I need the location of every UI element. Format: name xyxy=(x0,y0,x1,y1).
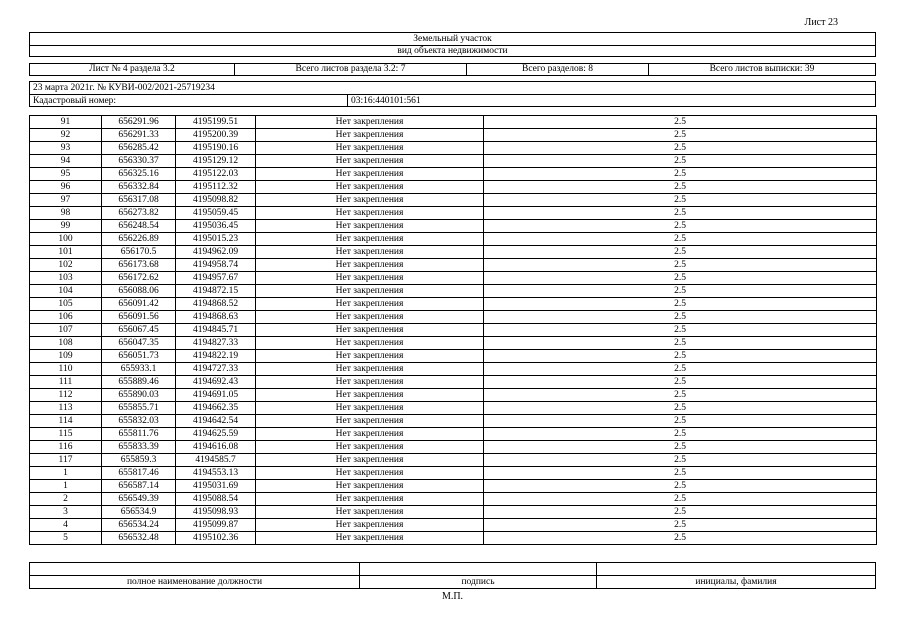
cadastral-number-value: 03:16:440101:561 xyxy=(351,96,421,106)
x-coordinate-cell: 656317.08 xyxy=(102,194,176,207)
point-number-cell: 93 xyxy=(30,142,102,155)
signature-cell xyxy=(360,563,597,588)
object-type-header xyxy=(29,32,876,57)
accuracy-cell: 2.5 xyxy=(484,324,877,337)
table-row xyxy=(30,181,877,194)
signature-caption: подпись xyxy=(360,575,596,588)
signature-block xyxy=(29,562,876,589)
y-coordinate-cell: 4194553.13 xyxy=(176,467,256,480)
fixation-cell: Нет закрепления xyxy=(256,428,484,441)
accuracy-cell: 2.5 xyxy=(484,389,877,402)
table-row xyxy=(30,506,877,519)
accuracy-cell: 2.5 xyxy=(484,402,877,415)
y-coordinate-cell: 4195190.16 xyxy=(176,142,256,155)
y-coordinate-cell: 4194958.74 xyxy=(176,259,256,272)
point-number-cell: 95 xyxy=(30,168,102,181)
y-coordinate-cell: 4194585.7 xyxy=(176,454,256,467)
point-number-cell: 97 xyxy=(30,194,102,207)
x-coordinate-cell: 656273.82 xyxy=(102,207,176,220)
y-coordinate-cell: 4195099.87 xyxy=(176,519,256,532)
accuracy-cell: 2.5 xyxy=(484,519,877,532)
fixation-cell: Нет закрепления xyxy=(256,311,484,324)
y-coordinate-cell: 4194822.19 xyxy=(176,350,256,363)
x-coordinate-cell: 656091.56 xyxy=(102,311,176,324)
fixation-cell: Нет закрепления xyxy=(256,532,484,545)
point-number-cell: 110 xyxy=(30,363,102,376)
accuracy-cell: 2.5 xyxy=(484,454,877,467)
fixation-cell: Нет закрепления xyxy=(256,324,484,337)
sheet-info-row xyxy=(29,63,876,76)
fixation-cell: Нет закрепления xyxy=(256,220,484,233)
x-coordinate-cell: 655933.1 xyxy=(102,363,176,376)
point-number-cell: 96 xyxy=(30,181,102,194)
accuracy-cell: 2.5 xyxy=(484,506,877,519)
accuracy-cell: 2.5 xyxy=(484,129,877,142)
table-row xyxy=(30,194,877,207)
x-coordinate-cell: 656291.33 xyxy=(102,129,176,142)
total-extract-sheets: Всего листов выписки: 39 xyxy=(709,64,815,74)
fixation-cell: Нет закрепления xyxy=(256,155,484,168)
boundary-points-body xyxy=(30,116,877,545)
table-row xyxy=(30,337,877,350)
table-row xyxy=(30,428,877,441)
accuracy-cell: 2.5 xyxy=(484,142,877,155)
x-coordinate-cell: 656173.68 xyxy=(102,259,176,272)
table-row xyxy=(30,285,877,298)
fixation-cell: Нет закрепления xyxy=(256,467,484,480)
y-coordinate-cell: 4195036.45 xyxy=(176,220,256,233)
table-row xyxy=(30,532,877,545)
point-number-cell: 101 xyxy=(30,246,102,259)
x-coordinate-cell: 655832.03 xyxy=(102,415,176,428)
y-coordinate-cell: 4194868.63 xyxy=(176,311,256,324)
seal-mark: М.П. xyxy=(441,591,464,602)
table-row xyxy=(30,220,877,233)
point-number-cell: 102 xyxy=(30,259,102,272)
x-coordinate-cell: 656332.84 xyxy=(102,181,176,194)
point-number-cell: 103 xyxy=(30,272,102,285)
y-coordinate-cell: 4195112.32 xyxy=(176,181,256,194)
y-coordinate-cell: 4194642.54 xyxy=(176,415,256,428)
y-coordinate-cell: 4194691.05 xyxy=(176,389,256,402)
point-number-cell: 111 xyxy=(30,376,102,389)
point-number-cell: 108 xyxy=(30,337,102,350)
x-coordinate-cell: 655833.39 xyxy=(102,441,176,454)
cadastral-number-label: Кадастровый номер: xyxy=(30,95,348,107)
accuracy-cell: 2.5 xyxy=(484,246,877,259)
point-number-cell: 94 xyxy=(30,155,102,168)
x-coordinate-cell: 656325.16 xyxy=(102,168,176,181)
sheet-in-section: Лист № 4 раздела 3.2 xyxy=(30,64,235,75)
accuracy-cell: 2.5 xyxy=(484,311,877,324)
y-coordinate-cell: 4194827.33 xyxy=(176,337,256,350)
x-coordinate-cell: 656047.35 xyxy=(102,337,176,350)
accuracy-cell: 2.5 xyxy=(484,376,877,389)
name-cell xyxy=(597,563,875,588)
table-row xyxy=(30,402,877,415)
x-coordinate-cell: 655859.3 xyxy=(102,454,176,467)
fixation-cell: Нет закрепления xyxy=(256,233,484,246)
fixation-cell: Нет закрепления xyxy=(256,480,484,493)
accuracy-cell: 2.5 xyxy=(484,480,877,493)
table-row xyxy=(30,259,877,272)
y-coordinate-cell: 4194692.43 xyxy=(176,376,256,389)
table-row xyxy=(30,324,877,337)
total-sections: Всего разделов: 8 xyxy=(467,64,649,75)
point-number-cell: 98 xyxy=(30,207,102,220)
table-row xyxy=(30,246,877,259)
x-coordinate-cell: 656172.62 xyxy=(102,272,176,285)
x-coordinate-cell: 656170.5 xyxy=(102,246,176,259)
fixation-cell: Нет закрепления xyxy=(256,272,484,285)
accuracy-cell: 2.5 xyxy=(484,415,877,428)
point-number-cell: 105 xyxy=(30,298,102,311)
y-coordinate-cell: 4195059.45 xyxy=(176,207,256,220)
table-row xyxy=(30,298,877,311)
point-number-cell: 91 xyxy=(30,116,102,129)
table-row xyxy=(30,467,877,480)
x-coordinate-cell: 656549.39 xyxy=(102,493,176,506)
fixation-cell: Нет закрепления xyxy=(256,116,484,129)
point-number-cell: 115 xyxy=(30,428,102,441)
y-coordinate-cell: 4195102.36 xyxy=(176,532,256,545)
fixation-cell: Нет закрепления xyxy=(256,142,484,155)
fixation-cell: Нет закрепления xyxy=(256,415,484,428)
table-row xyxy=(30,441,877,454)
sheet-label: Лист 23 xyxy=(804,17,838,28)
point-number-cell: 100 xyxy=(30,233,102,246)
point-number-cell: 117 xyxy=(30,454,102,467)
x-coordinate-cell: 655817.46 xyxy=(102,467,176,480)
accuracy-cell: 2.5 xyxy=(484,155,877,168)
x-coordinate-cell: 656291.96 xyxy=(102,116,176,129)
fixation-cell: Нет закрепления xyxy=(256,129,484,142)
point-number-cell: 4 xyxy=(30,519,102,532)
fixation-cell: Нет закрепления xyxy=(256,337,484,350)
table-row xyxy=(30,233,877,246)
accuracy-cell: 2.5 xyxy=(484,363,877,376)
point-number-cell: 113 xyxy=(30,402,102,415)
position-caption: полное наименование должности xyxy=(30,575,359,588)
name-caption: инициалы, фамилия xyxy=(597,575,875,588)
y-coordinate-cell: 4194616.08 xyxy=(176,441,256,454)
accuracy-cell: 2.5 xyxy=(484,233,877,246)
point-number-cell: 2 xyxy=(30,493,102,506)
object-type-title: Земельный участок xyxy=(30,33,875,46)
accuracy-cell: 2.5 xyxy=(484,337,877,350)
fixation-cell: Нет закрепления xyxy=(256,207,484,220)
table-row xyxy=(30,311,877,324)
x-coordinate-cell: 656285.42 xyxy=(102,142,176,155)
table-row xyxy=(30,116,877,129)
y-coordinate-cell: 4194962.09 xyxy=(176,246,256,259)
point-number-cell: 1 xyxy=(30,480,102,493)
fixation-cell: Нет закрепления xyxy=(256,441,484,454)
point-number-cell: 106 xyxy=(30,311,102,324)
fixation-cell: Нет закрепления xyxy=(256,493,484,506)
fixation-cell: Нет закрепления xyxy=(256,168,484,181)
x-coordinate-cell: 655811.76 xyxy=(102,428,176,441)
accuracy-cell: 2.5 xyxy=(484,181,877,194)
extract-date-number: 23 марта 2021г. № КУВИ-002/2021-25719234 xyxy=(30,82,875,95)
y-coordinate-cell: 4194625.59 xyxy=(176,428,256,441)
table-row xyxy=(30,207,877,220)
y-coordinate-cell: 4195200.39 xyxy=(176,129,256,142)
x-coordinate-cell: 655889.46 xyxy=(102,376,176,389)
x-coordinate-cell: 656226.89 xyxy=(102,233,176,246)
point-number-cell: 114 xyxy=(30,415,102,428)
table-row xyxy=(30,389,877,402)
accuracy-cell: 2.5 xyxy=(484,532,877,545)
fixation-cell: Нет закрепления xyxy=(256,376,484,389)
y-coordinate-cell: 4195088.54 xyxy=(176,493,256,506)
accuracy-cell: 2.5 xyxy=(484,441,877,454)
y-coordinate-cell: 4194868.52 xyxy=(176,298,256,311)
y-coordinate-cell: 4194845.71 xyxy=(176,324,256,337)
accuracy-cell: 2.5 xyxy=(484,272,877,285)
point-number-cell: 5 xyxy=(30,532,102,545)
x-coordinate-cell: 656532.48 xyxy=(102,532,176,545)
x-coordinate-cell: 656248.54 xyxy=(102,220,176,233)
extract-meta xyxy=(29,81,876,107)
table-row xyxy=(30,155,877,168)
table-row xyxy=(30,350,877,363)
fixation-cell: Нет закрепления xyxy=(256,506,484,519)
fixation-cell: Нет закрепления xyxy=(256,194,484,207)
point-number-cell: 92 xyxy=(30,129,102,142)
y-coordinate-cell: 4194727.33 xyxy=(176,363,256,376)
position-cell xyxy=(30,563,360,588)
boundary-points-table xyxy=(29,115,877,545)
accuracy-cell: 2.5 xyxy=(484,116,877,129)
y-coordinate-cell: 4195098.82 xyxy=(176,194,256,207)
accuracy-cell: 2.5 xyxy=(484,298,877,311)
accuracy-cell: 2.5 xyxy=(484,259,877,272)
point-number-cell: 116 xyxy=(30,441,102,454)
accuracy-cell: 2.5 xyxy=(484,194,877,207)
fixation-cell: Нет закрепления xyxy=(256,402,484,415)
fixation-cell: Нет закрепления xyxy=(256,285,484,298)
accuracy-cell: 2.5 xyxy=(484,493,877,506)
table-row xyxy=(30,363,877,376)
table-row xyxy=(30,376,877,389)
y-coordinate-cell: 4195129.12 xyxy=(176,155,256,168)
y-coordinate-cell: 4194662.35 xyxy=(176,402,256,415)
x-coordinate-cell: 656051.73 xyxy=(102,350,176,363)
accuracy-cell: 2.5 xyxy=(484,428,877,441)
fixation-cell: Нет закрепления xyxy=(256,519,484,532)
fixation-cell: Нет закрепления xyxy=(256,454,484,467)
point-number-cell: 99 xyxy=(30,220,102,233)
y-coordinate-cell: 4195122.03 xyxy=(176,168,256,181)
fixation-cell: Нет закрепления xyxy=(256,389,484,402)
accuracy-cell: 2.5 xyxy=(484,467,877,480)
y-coordinate-cell: 4195031.69 xyxy=(176,480,256,493)
point-number-cell: 1 xyxy=(30,467,102,480)
accuracy-cell: 2.5 xyxy=(484,168,877,181)
table-row xyxy=(30,272,877,285)
x-coordinate-cell: 656587.14 xyxy=(102,480,176,493)
fixation-cell: Нет закрепления xyxy=(256,350,484,363)
table-row xyxy=(30,493,877,506)
object-type-subtitle: вид объекта недвижимости xyxy=(397,46,508,56)
y-coordinate-cell: 4194872.15 xyxy=(176,285,256,298)
table-row xyxy=(30,480,877,493)
y-coordinate-cell: 4195098.93 xyxy=(176,506,256,519)
table-row xyxy=(30,415,877,428)
table-row xyxy=(30,454,877,467)
y-coordinate-cell: 4194957.67 xyxy=(176,272,256,285)
y-coordinate-cell: 4195015.23 xyxy=(176,233,256,246)
y-coordinate-cell: 4195199.51 xyxy=(176,116,256,129)
x-coordinate-cell: 656067.45 xyxy=(102,324,176,337)
accuracy-cell: 2.5 xyxy=(484,350,877,363)
table-row xyxy=(30,129,877,142)
point-number-cell: 109 xyxy=(30,350,102,363)
fixation-cell: Нет закрепления xyxy=(256,363,484,376)
point-number-cell: 104 xyxy=(30,285,102,298)
table-row xyxy=(30,519,877,532)
x-coordinate-cell: 656330.37 xyxy=(102,155,176,168)
fixation-cell: Нет закрепления xyxy=(256,181,484,194)
point-number-cell: 112 xyxy=(30,389,102,402)
x-coordinate-cell: 656534.9 xyxy=(102,506,176,519)
table-row xyxy=(30,142,877,155)
accuracy-cell: 2.5 xyxy=(484,285,877,298)
x-coordinate-cell: 656091.42 xyxy=(102,298,176,311)
point-number-cell: 3 xyxy=(30,506,102,519)
x-coordinate-cell: 656534.24 xyxy=(102,519,176,532)
fixation-cell: Нет закрепления xyxy=(256,298,484,311)
x-coordinate-cell: 656088.06 xyxy=(102,285,176,298)
fixation-cell: Нет закрепления xyxy=(256,246,484,259)
point-number-cell: 107 xyxy=(30,324,102,337)
x-coordinate-cell: 655855.71 xyxy=(102,402,176,415)
x-coordinate-cell: 655890.03 xyxy=(102,389,176,402)
accuracy-cell: 2.5 xyxy=(484,220,877,233)
fixation-cell: Нет закрепления xyxy=(256,259,484,272)
table-row xyxy=(30,168,877,181)
total-section-sheets: Всего листов раздела 3.2: 7 xyxy=(235,64,467,75)
accuracy-cell: 2.5 xyxy=(484,207,877,220)
